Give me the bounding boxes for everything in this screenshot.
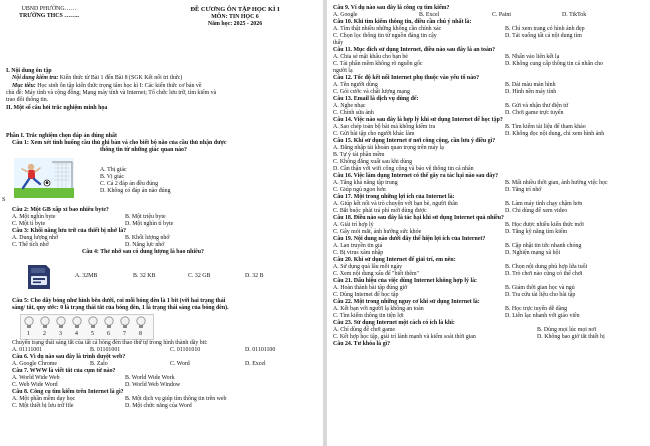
question-13: Câu 13. Email là dịch vụ dùng để: [333, 96, 419, 102]
q17-option-a: A. Giúp kết nối và trò chuyện với bạn bè, người thân [333, 201, 458, 207]
bulb-row-graphic [21, 315, 153, 331]
q21-option-c: C. Dùng Internet để học tập [333, 292, 399, 298]
q10-option-b: B. Chỉ xem trang có hình ảnh đẹp [505, 26, 585, 32]
q7-option-c: C. Web Wide Word [12, 382, 58, 388]
q9-option-b: B. Excel [419, 12, 440, 18]
q5-option-d: D. 01101100 [245, 347, 276, 353]
q9-option-d: D. TikTok [562, 12, 587, 18]
section-1-heading: I. Nội dung ôn tập [6, 68, 52, 74]
q15-option-a: A. Đăng nhập tài khoản quan trọng trên máy lạ [333, 145, 444, 151]
question-5-line-3: Chuyển trạng thái sáng tắt của tất cả bóng đèn thao thứ tự trong hình thành dãy bit: [12, 340, 208, 346]
q20-option-b: B. Chọn nội dung phù hợp lứa tuổi [505, 264, 588, 270]
light-bulbs-image [20, 314, 154, 340]
q13-option-b: B. Gửi và nhận thư điện tử [505, 103, 569, 109]
q11-option-a: A. Chia sẻ mật khẩu cho bạn bè [333, 54, 408, 60]
q11-option-d: D. Không cung cấp thông tin cá nhân cho [505, 61, 603, 67]
q12-option-d: D. Hình nền máy tính [505, 89, 557, 95]
scope-line [12, 75, 182, 82]
question-17: Câu 17. Một trong những lợi ích của Internet là: [333, 194, 455, 200]
q1-option-a: A. Thị giác [100, 167, 127, 173]
q13-option-a: A. Nghe nhạc [333, 103, 366, 109]
q4-option-d: D. 32 B [245, 273, 264, 279]
q9-option-a: A. Google [333, 12, 358, 18]
q17-option-b: B. Làm máy tính chạy chậm hơn [505, 201, 583, 207]
question-1-line-2: thông tin từ những giác quan nào? [100, 147, 187, 153]
q5-option-a: A. 01111001 [12, 347, 43, 353]
q15-option-c: C. Không đăng xuất sau khi dùng [333, 159, 413, 165]
question-6: Câu 6. Vì dụ nào sau đây là trình duyệt web? [12, 354, 126, 360]
bulb-number: 1 [27, 331, 30, 337]
goal-text-2: chủ đề: Máy tính và cộng đồng; Mạng máy tính và Internet; Tổ chức lưu trữ, tìm kiếm và [6, 90, 217, 96]
q23-option-b: B. Dùng mọi lúc mọi nơi [537, 327, 597, 333]
q18-option-b: B. Học được nhiều kiến thức mới [505, 222, 584, 228]
light-bulb-icon [25, 317, 33, 328]
q13-option-c: C. Chỉnh sửa ảnh [333, 110, 374, 116]
q21-option-d: D. Tra cứu tài liệu cho bài tập [505, 292, 576, 298]
q8-option-a: A. Một phần mềm dạy học [12, 396, 76, 402]
q10-option-d: D. Tải xuống tất cả nội dung tìm [505, 33, 582, 39]
q15-option-b: B. Tự ý tải phần mềm [333, 152, 385, 158]
q15-option-d: D. Cần thận với wifi công cộng và bảo vệ thông tin cá nhân [333, 166, 474, 172]
q8-option-b: B. Một dịch vụ giúp tìm thông tin trên web [125, 396, 227, 402]
memory-card-image [24, 263, 52, 291]
light-bulb-icon [57, 317, 65, 328]
q20-option-d: D. Trò chơi nào cũng có thể chơi [505, 271, 583, 277]
light-bulb-icon [41, 317, 49, 328]
question-5-line-1: Câu 5: Cho dãy bóng như hình bên dưới, coi mỗi bóng đèn là 1 bit (với hai trạng thái [12, 298, 226, 304]
bulb-number: 4 [75, 331, 78, 337]
question-5-line-2: sáng/ tắt, quy ước: 0 là trạng thái tắt của bóng đèn, 1 là trạng thái sáng của bóng đèn). [12, 305, 229, 311]
question-7: Câu 7. WWW là viết tắt của cụm từ nào? [12, 368, 116, 374]
q12-option-a: A. Tên người dùng [333, 82, 378, 88]
question-19: Câu 19. Nội dung nào dưới đây thể hiện lợi ích của Internet? [333, 236, 486, 242]
q23-option-d: D. Không bao giờ tắt thiết bị [537, 334, 605, 340]
q14-option-b: B. Tìm kiếm tài liệu để tham khảo [505, 124, 586, 130]
q4-option-b: B. 32 KB [133, 273, 156, 279]
q22-option-a: A. Kết bạn với người lạ không an toàn [333, 306, 424, 312]
q16-option-c: C. Giúp ngủ ngon hơn [333, 187, 386, 193]
q14-option-a: A. Sao chép toàn bộ bài mà không kiểm tra [333, 124, 436, 130]
q18-option-c: C. Gây mỏi mắt, ảnh hưởng sức khỏe [333, 229, 422, 235]
q6-option-c: C. Word [170, 361, 190, 367]
bulb-number: 5 [91, 331, 94, 337]
q3-option-b: B. Khối lượng nhớ [125, 235, 170, 241]
section-2-heading: II. Một số câu hỏi trắc nghiệm minh họa [6, 105, 108, 111]
subject-line: MÔN: TIN HỌC 6 [211, 13, 259, 20]
q19-option-c: C. Bị virus xâm nhập [333, 250, 384, 256]
question-4: Câu 4: Thẻ nhớ sau có dung lượng là bao nhiêu? [82, 249, 204, 255]
stray-letter: S [2, 197, 6, 203]
question-3: Câu 3: Khối năng lưu trữ của thiết bị nhớ là? [12, 228, 127, 234]
part-1-heading: Phần I. Trắc nghiệm chọn đáp án đúng nhất [6, 133, 117, 139]
question-10: Câu 10. Khi tìm kiếm thông tin, điều cần chú ý nhất là: [333, 19, 472, 25]
q4-option-c: C. 32 GB [188, 273, 211, 279]
bulb-number: 7 [123, 331, 126, 337]
q17-option-d: D. Chỉ dùng để xem video [505, 208, 568, 214]
question-12: Câu 12. Tốc độ kết nối Internet phụ thuộc vào yếu tố nào? [333, 75, 480, 81]
q22-option-b: B. Học trực tuyến dễ dàng [505, 306, 568, 312]
q8-option-d: D. Một chức năng của Word [125, 403, 192, 409]
q17-option-c: C. Bắt buộc phải trả phí mới dùng được [333, 208, 427, 214]
question-21: Câu 21. Dấu hiệu của việc dùng Internet không hợp lý là: [333, 278, 478, 284]
question-8: Câu 8. Công cụ tìm kiếm trên Internet là gì? [12, 389, 124, 395]
goal-label: Mục tiêu: [12, 83, 36, 89]
q20-option-a: A. Sử dụng quá lâu mỗi ngày [333, 264, 403, 270]
q4-option-a: A. 32MB [75, 273, 98, 279]
q19-option-d: D. Nghiện mạng xã hội [505, 250, 561, 256]
q19-option-a: A. Lan truyền tin giả [333, 243, 383, 249]
q14-option-c: C. Gửi bài tập cho người khác làm [333, 131, 415, 137]
question-23: Câu 23. Sử dụng Internet một cách có ích là khi: [333, 320, 455, 326]
q18-option-d: D. Tăng kỹ năng tìm kiếm [505, 229, 568, 235]
q2-option-d: D. Một nghìn tỉ byte [125, 221, 174, 227]
q5-option-c: C. 01101010 [170, 347, 201, 353]
q11-continuation: người lạ [333, 68, 353, 74]
goal-text-1: Học sinh ôn tập kiến thức trọng tâm học kì I: Các kiến thức cơ bản về [35, 83, 202, 89]
q7-option-b: B. World Wide Work [125, 375, 175, 381]
bulb-number-row [21, 331, 153, 339]
q12-option-c: C. Gói cước và chất lượng mạng [333, 89, 410, 95]
q2-option-b: B. Một triệu byte [125, 214, 166, 220]
q3-option-a: A. Dung lượng nhớ [12, 235, 59, 241]
q14-option-d: D. Không đọc nội dung, chỉ xem hình ảnh [505, 131, 605, 137]
question-2: Câu 2: Một GB xấp xỉ bao nhiêu byte? [12, 207, 109, 213]
soccer-player-image [14, 158, 74, 198]
q1-option-c: C. Cả 2 đáp án đều đúng [100, 181, 159, 187]
q22-option-c: C. Tìm kiếm thông tin tiện lợi [333, 313, 404, 319]
question-22: Câu 22. Một trong những nguy cơ khi sử dụng Internet là: [333, 299, 480, 305]
bulb-number: 3 [59, 331, 62, 337]
q7-option-a: A. World Wide Web [12, 375, 60, 381]
school-ward: UBND PHƯỜNG…… [21, 6, 77, 12]
question-16: Câu 16. Việc làm dụng Internet có thể gây ra tác hại nào sau đây? [333, 173, 499, 179]
q19-option-b: B. Cập nhật tin tức nhanh chóng [505, 243, 582, 249]
q2-option-c: C. Một tỉ byte [12, 221, 46, 227]
question-14: Câu 14. Việc nào sau đây là hợp lý khi sử dụng Internet để học tập? [333, 117, 503, 123]
light-bulb-icon [105, 317, 113, 328]
light-bulb-icon [121, 317, 129, 328]
q23-option-c: C. Kết hợp học tập, giải trí lành mạnh và kiểm soát thời gian [333, 334, 476, 340]
q16-option-a: A. Tăng khả năng tập trung [333, 180, 398, 186]
q10-continuation: thấy [333, 40, 344, 46]
q1-option-b: B. Vị giác [100, 174, 124, 180]
q21-option-a: A. Hoàn thành bài tập đúng giờ [333, 285, 408, 291]
q6-option-a: A. Google Chrome [12, 361, 57, 367]
q1-option-d: D. Không có đáp án nào đúng [100, 188, 171, 194]
light-bulb-icon [89, 317, 97, 328]
q6-option-b: B. Zalo [90, 361, 108, 367]
question-18: Câu 18. Điều nào sau đây là tác hại khi sử dụng Internet quá nhiều? [333, 215, 504, 221]
q18-option-a: A. Giải trí hợp lý [333, 222, 374, 228]
light-bulb-icon [137, 317, 145, 328]
q5-option-b: B. 01101001 [90, 347, 121, 353]
question-20: Câu 20. Khi sử dụng Internet để giải trí, em nên: [333, 257, 456, 263]
q20-option-c: C. Xem nội dung xấu để "biết thêm" [333, 271, 419, 277]
right-page [327, 0, 650, 446]
q11-option-b: B. Nhấn vào liên kết lạ [505, 54, 560, 60]
scope-label: Nội dung kiểm tra: [12, 75, 59, 81]
scope-text: Kiến thức từ Bài 1 đến Bài 8 (SGK Kết nối tri thức) [58, 75, 183, 81]
document-title: ĐỀ CƯƠNG ÔN TẬP HỌC KÌ I [190, 6, 280, 13]
q7-option-d: D. World Web Window [125, 382, 181, 388]
question-15: Câu 15. Khi sử dụng Internet ở nơi công cộng, cần lưu ý điều gì? [333, 138, 496, 144]
bulb-number: 2 [43, 331, 46, 337]
goal-text-3: trao đổi thông tin. [6, 97, 49, 103]
q9-option-c: C. Paint [492, 12, 511, 18]
q8-option-c: C. Một thiết bị lưu trữ file [12, 403, 74, 409]
question-24: Câu 24. Tư khóa là gì? [333, 341, 391, 347]
question-9: Câu 9. Ví dụ nào sau đây là công cụ tìm kiếm? [333, 5, 450, 11]
q2-option-a: A. Một nghìn byte [12, 214, 56, 220]
bulb-number: 6 [107, 331, 110, 337]
school-name: TRƯỜNG THCS …….. [19, 13, 79, 19]
q10-option-a: A. Tìm thật nhiều những không cần chính xác [333, 26, 442, 32]
q22-option-d: D. Liên lạc nhanh với giáo viên [505, 313, 580, 319]
q3-option-d: D. Năng lực nhớ [125, 242, 165, 248]
q16-option-d: D. Tăng trí nhớ [505, 187, 542, 193]
bulb-number: 8 [139, 331, 142, 337]
q6-option-d: D. Excel [245, 361, 266, 367]
q13-option-d: D. Chơi game trực tuyến [505, 110, 564, 116]
q11-option-c: C. Tải phần mềm không rõ nguồn gốc [333, 61, 423, 67]
q21-option-b: B. Giảm thời gian học và ngủ [505, 285, 575, 291]
q16-option-b: B. Mất nhiều thời gian, ảnh hưởng việc học [505, 180, 608, 186]
school-year: Năm học: 2025 - 2026 [207, 21, 263, 27]
question-11: Câu 11. Mục đích sử dụng Internet, điều nào sau đây là an toàn? [333, 47, 496, 53]
question-1-line-1: Câu 1: Xem xét tình huống cầu thủ ghi bàn và cho biết bộ não của cầu thủ nhận được [12, 140, 227, 146]
light-bulb-icon [73, 317, 81, 328]
q3-option-c: C. Thể tích nhớ [12, 242, 49, 248]
left-page [0, 0, 323, 446]
q12-option-b: B. Dải màu màn hình [505, 82, 556, 88]
q10-option-c: C. Chọn lọc thông tin từ nguồn đáng tin cậy [333, 33, 437, 39]
q23-option-a: A. Chỉ dùng để chơi game [333, 327, 396, 333]
